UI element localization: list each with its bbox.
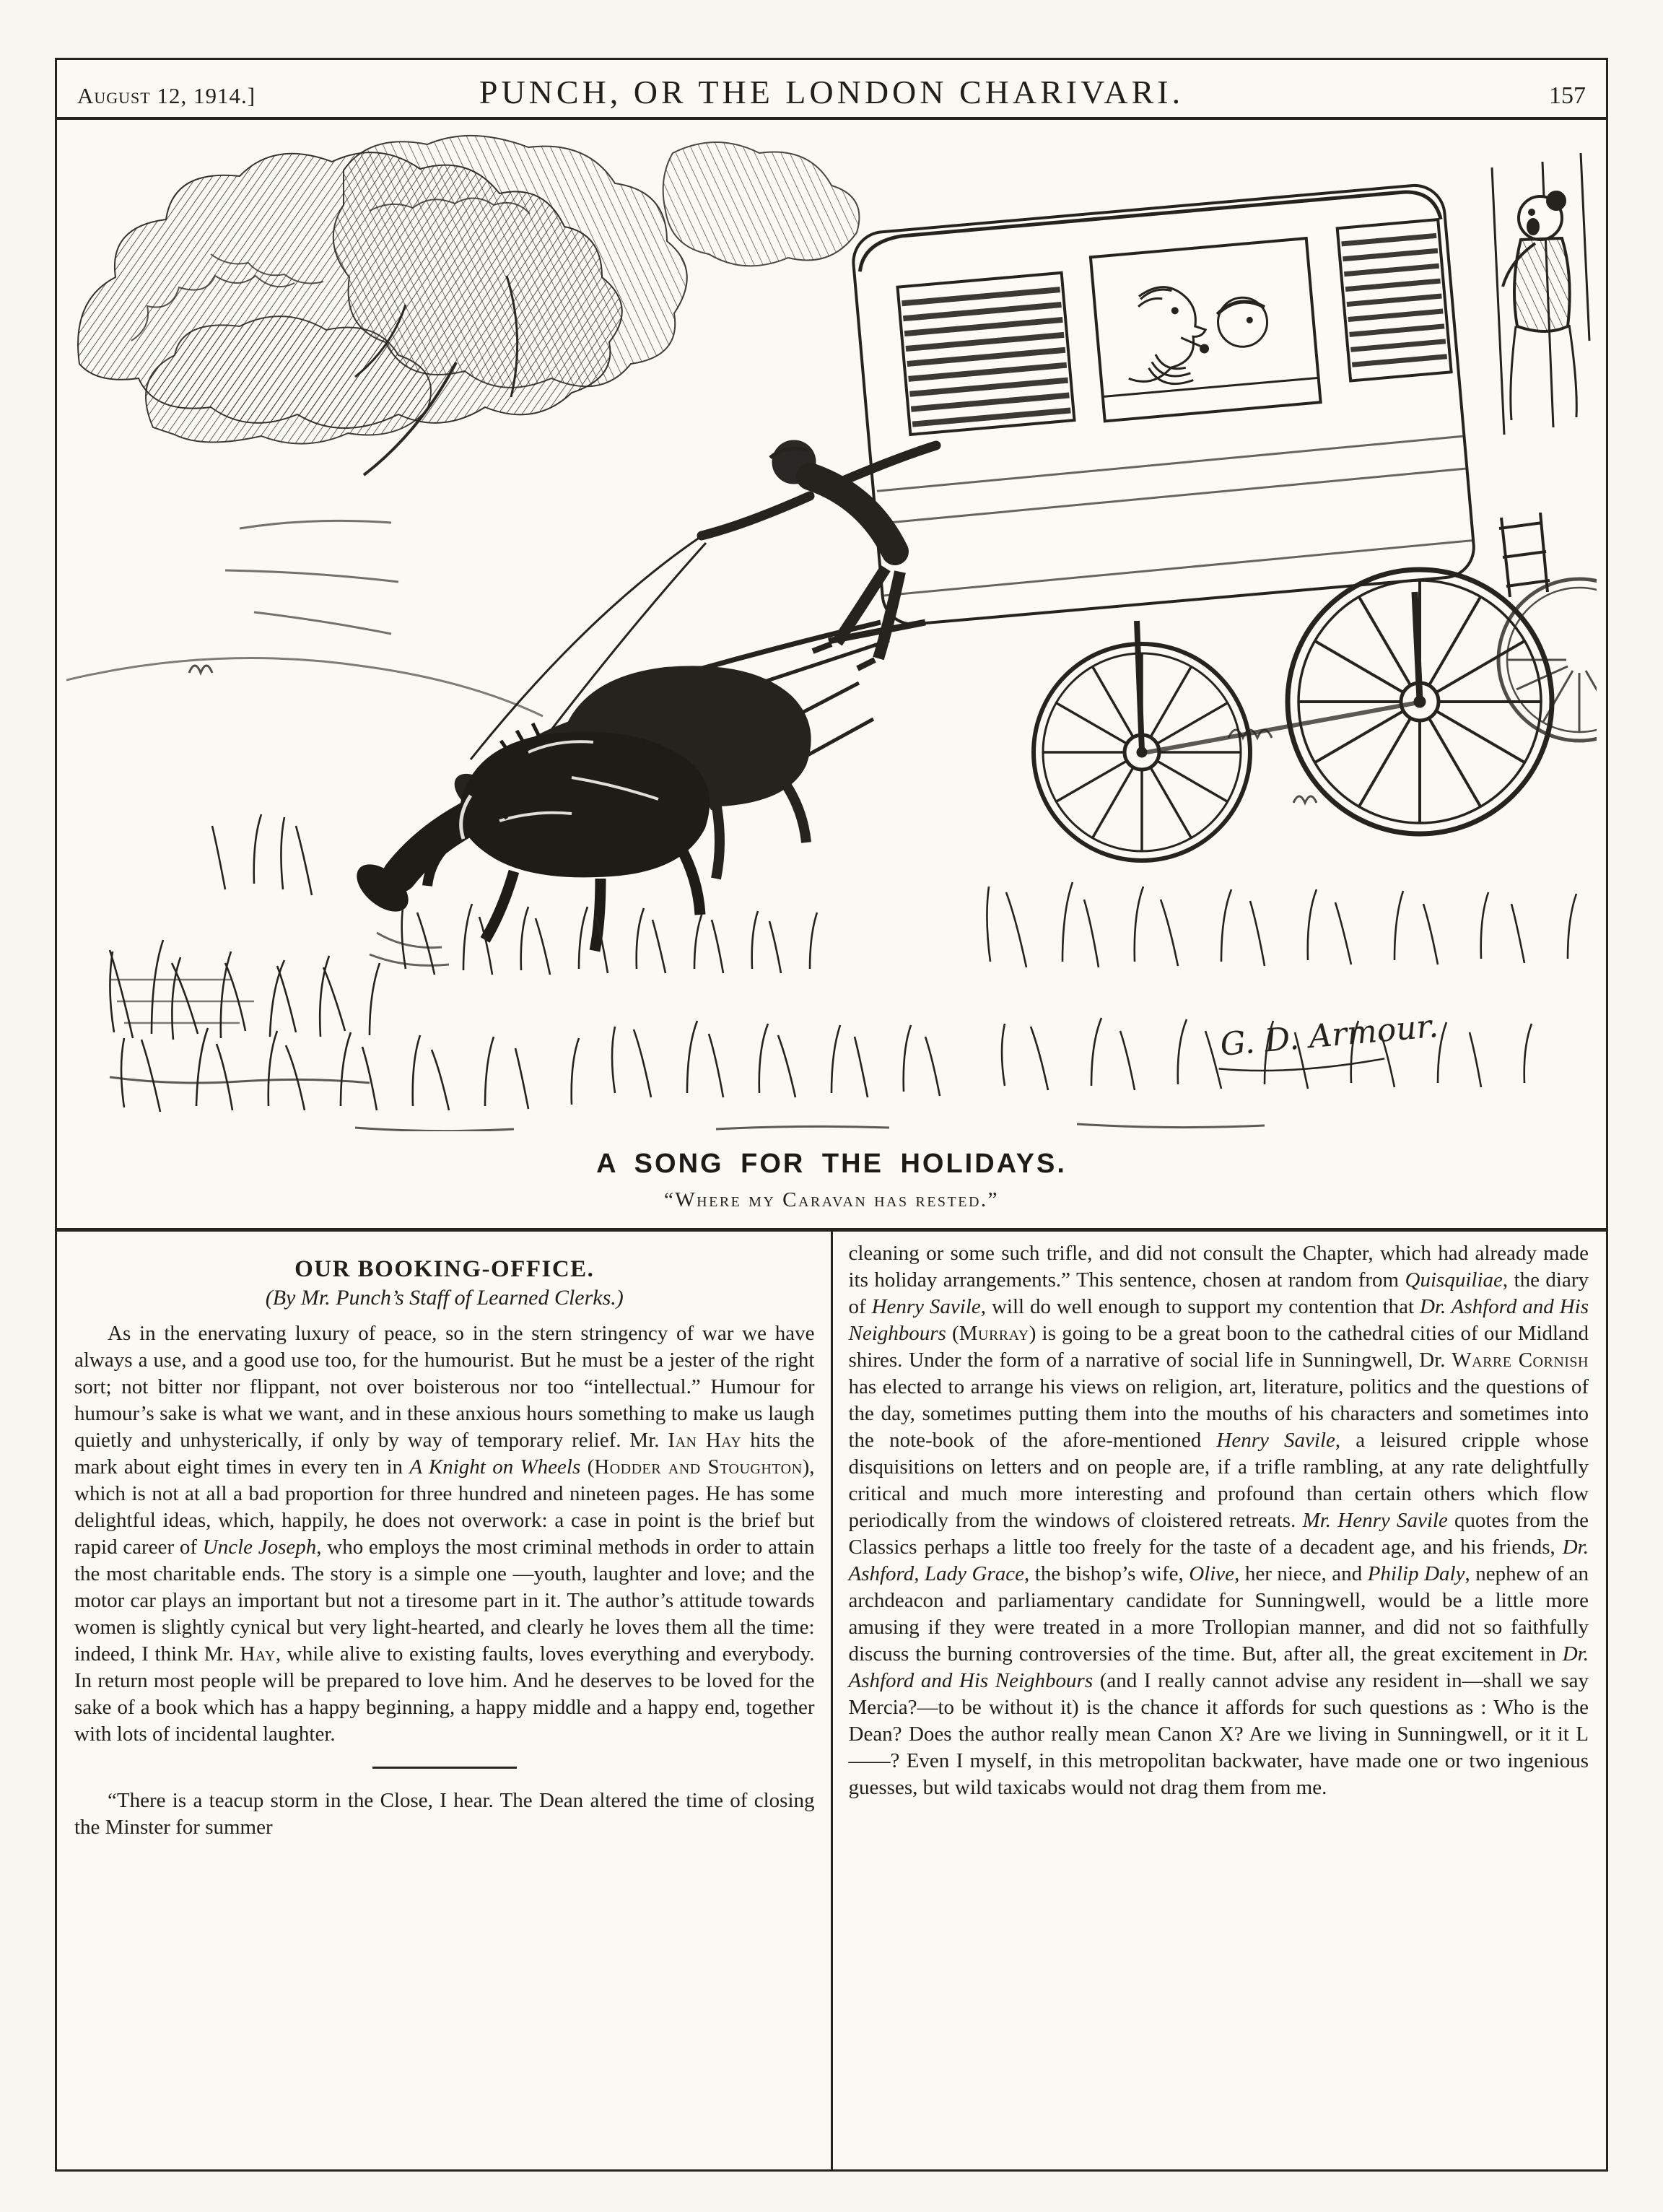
right-column — [833, 1232, 1589, 2169]
article-columns — [57, 1232, 1606, 2169]
masthead-page-number: 157 — [1549, 82, 1586, 109]
article-paragraph: As in the enervating luxury of peace, so in the stern stringency of war we have always a use, and a good use too, for the humourist. But he must be a jester of the right sort; not bitter nor flippant, not over boisterous nor too “intellectual.” Humour for humour’s sake is what we want, and in these anxious hours something to make us laugh quietly and unhysterically, if only by way of temporary relief. Mr. Ian Hay hits the mark about eight times in every ten in A Knight on Wheels (Hodder and Stoughton), which is not at all a bad proportion for three hundred and nineteen pages. He has some delightful ideas, which, happily, he does not overwork: a case in point is the brief but rapid career of Uncle Joseph, who employs the most criminal methods in order to attain the most charitable ends. The story is a simple one —youth, laughter and love; and the motor car plays an important but not a tiresome part in it. The author’s attitude towards women is slightly cynical but very light-hearted, and clearly he loves them all the time: indeed, I think Mr. Hay, while alive to existing faults, loves everything and everybody. In return most people will be prepared to love him. And he deserves to be loved for the sake of a book which has a happy beginning, a happy middle and a happy end, together with lots of incidental laughter. — [74, 1322, 815, 1746]
caravan — [851, 183, 1476, 627]
masthead-date: August 12, 1914.] — [77, 83, 256, 108]
page-frame — [55, 58, 1608, 2172]
masthead-title: PUNCH, OR THE LONDON CHARIVARI. — [479, 74, 1184, 110]
masthead — [57, 60, 1606, 117]
left-column — [74, 1232, 831, 2169]
horses — [348, 666, 873, 965]
cartoon-caption — [66, 1149, 1597, 1212]
artist-signature: G. D. Armour. — [1218, 1007, 1440, 1063]
paragraph-separator — [372, 1767, 517, 1769]
woman-at-door — [1492, 153, 1589, 435]
cartoon-figure — [57, 120, 1606, 1228]
caption-title: A SONG FOR THE HOLIDAYS. — [596, 1149, 1067, 1179]
article-byline: (By Mr. Punch’s Staff of Learned Clerks.) — [265, 1286, 624, 1310]
caption-subtitle: “Where my Caravan has rested.” — [663, 1188, 1000, 1211]
article-title: OUR BOOKING-OFFICE. — [294, 1256, 595, 1282]
cartoon-illustration — [66, 124, 1597, 1131]
foliage — [66, 136, 859, 716]
artist-signature-group — [1219, 1008, 1440, 1076]
article-paragraph: “There is a teacup storm in the Close, I hear. The Dean altered the time of closing the Minster for summer — [74, 1789, 815, 1839]
article-paragraph: cleaning or some such trifle, and did not consult the Chapter, which had already made its holiday arrangements.” This sentence, chosen at random from Quisquiliae, the diary of Henry Savile, will do well enough to support my contention that Dr. Ashford and His Neighbours (Murray) is going to be a great boon to the cathedral cities of our Midland shires. Under the form of a narrative of social life in Sunningwell, Dr. Warre Cornish has elected to arrange his views on religion, art, literature, politics and the questions of the day, sometimes putting them into the mouths of his characters and sometimes into the note-book of the afore-mentioned Henry Savile, a leisured cripple whose disquisitions on letters and on people are, if a trifle rambling, at any rate delightfully critical and much more interesting and profound than certain others which flow periodically from the windows of cloistered retreats. Mr. Henry Savile quotes from the Classics perhaps a little too freely for the taste of a decadent age, and his friends, Dr. Ashford, Lady Grace, the bishop’s wife, Olive, her niece, and Philip Daly, nephew of an archdeacon and parliamentary candidate for Sunningwell, would be a little more amusing if they were treated in a more Trollopian manner, and did not so faithfully discuss the burning controversies of the time. But, after all, the great excitement in Dr. Ashford and His Neighbours (and I really cannot advise any resident in—shall we say Mercia?—to be without it) is the chance it affords for such questions as : Who is the Dean? Does the author really mean Canon X? Are we living in Sunningwell, or it it L——? Even I myself, in this metropolitan backwater, have made one or two ingenious guesses, but wild taxicabs would not drag them from me. — [848, 1242, 1589, 1799]
